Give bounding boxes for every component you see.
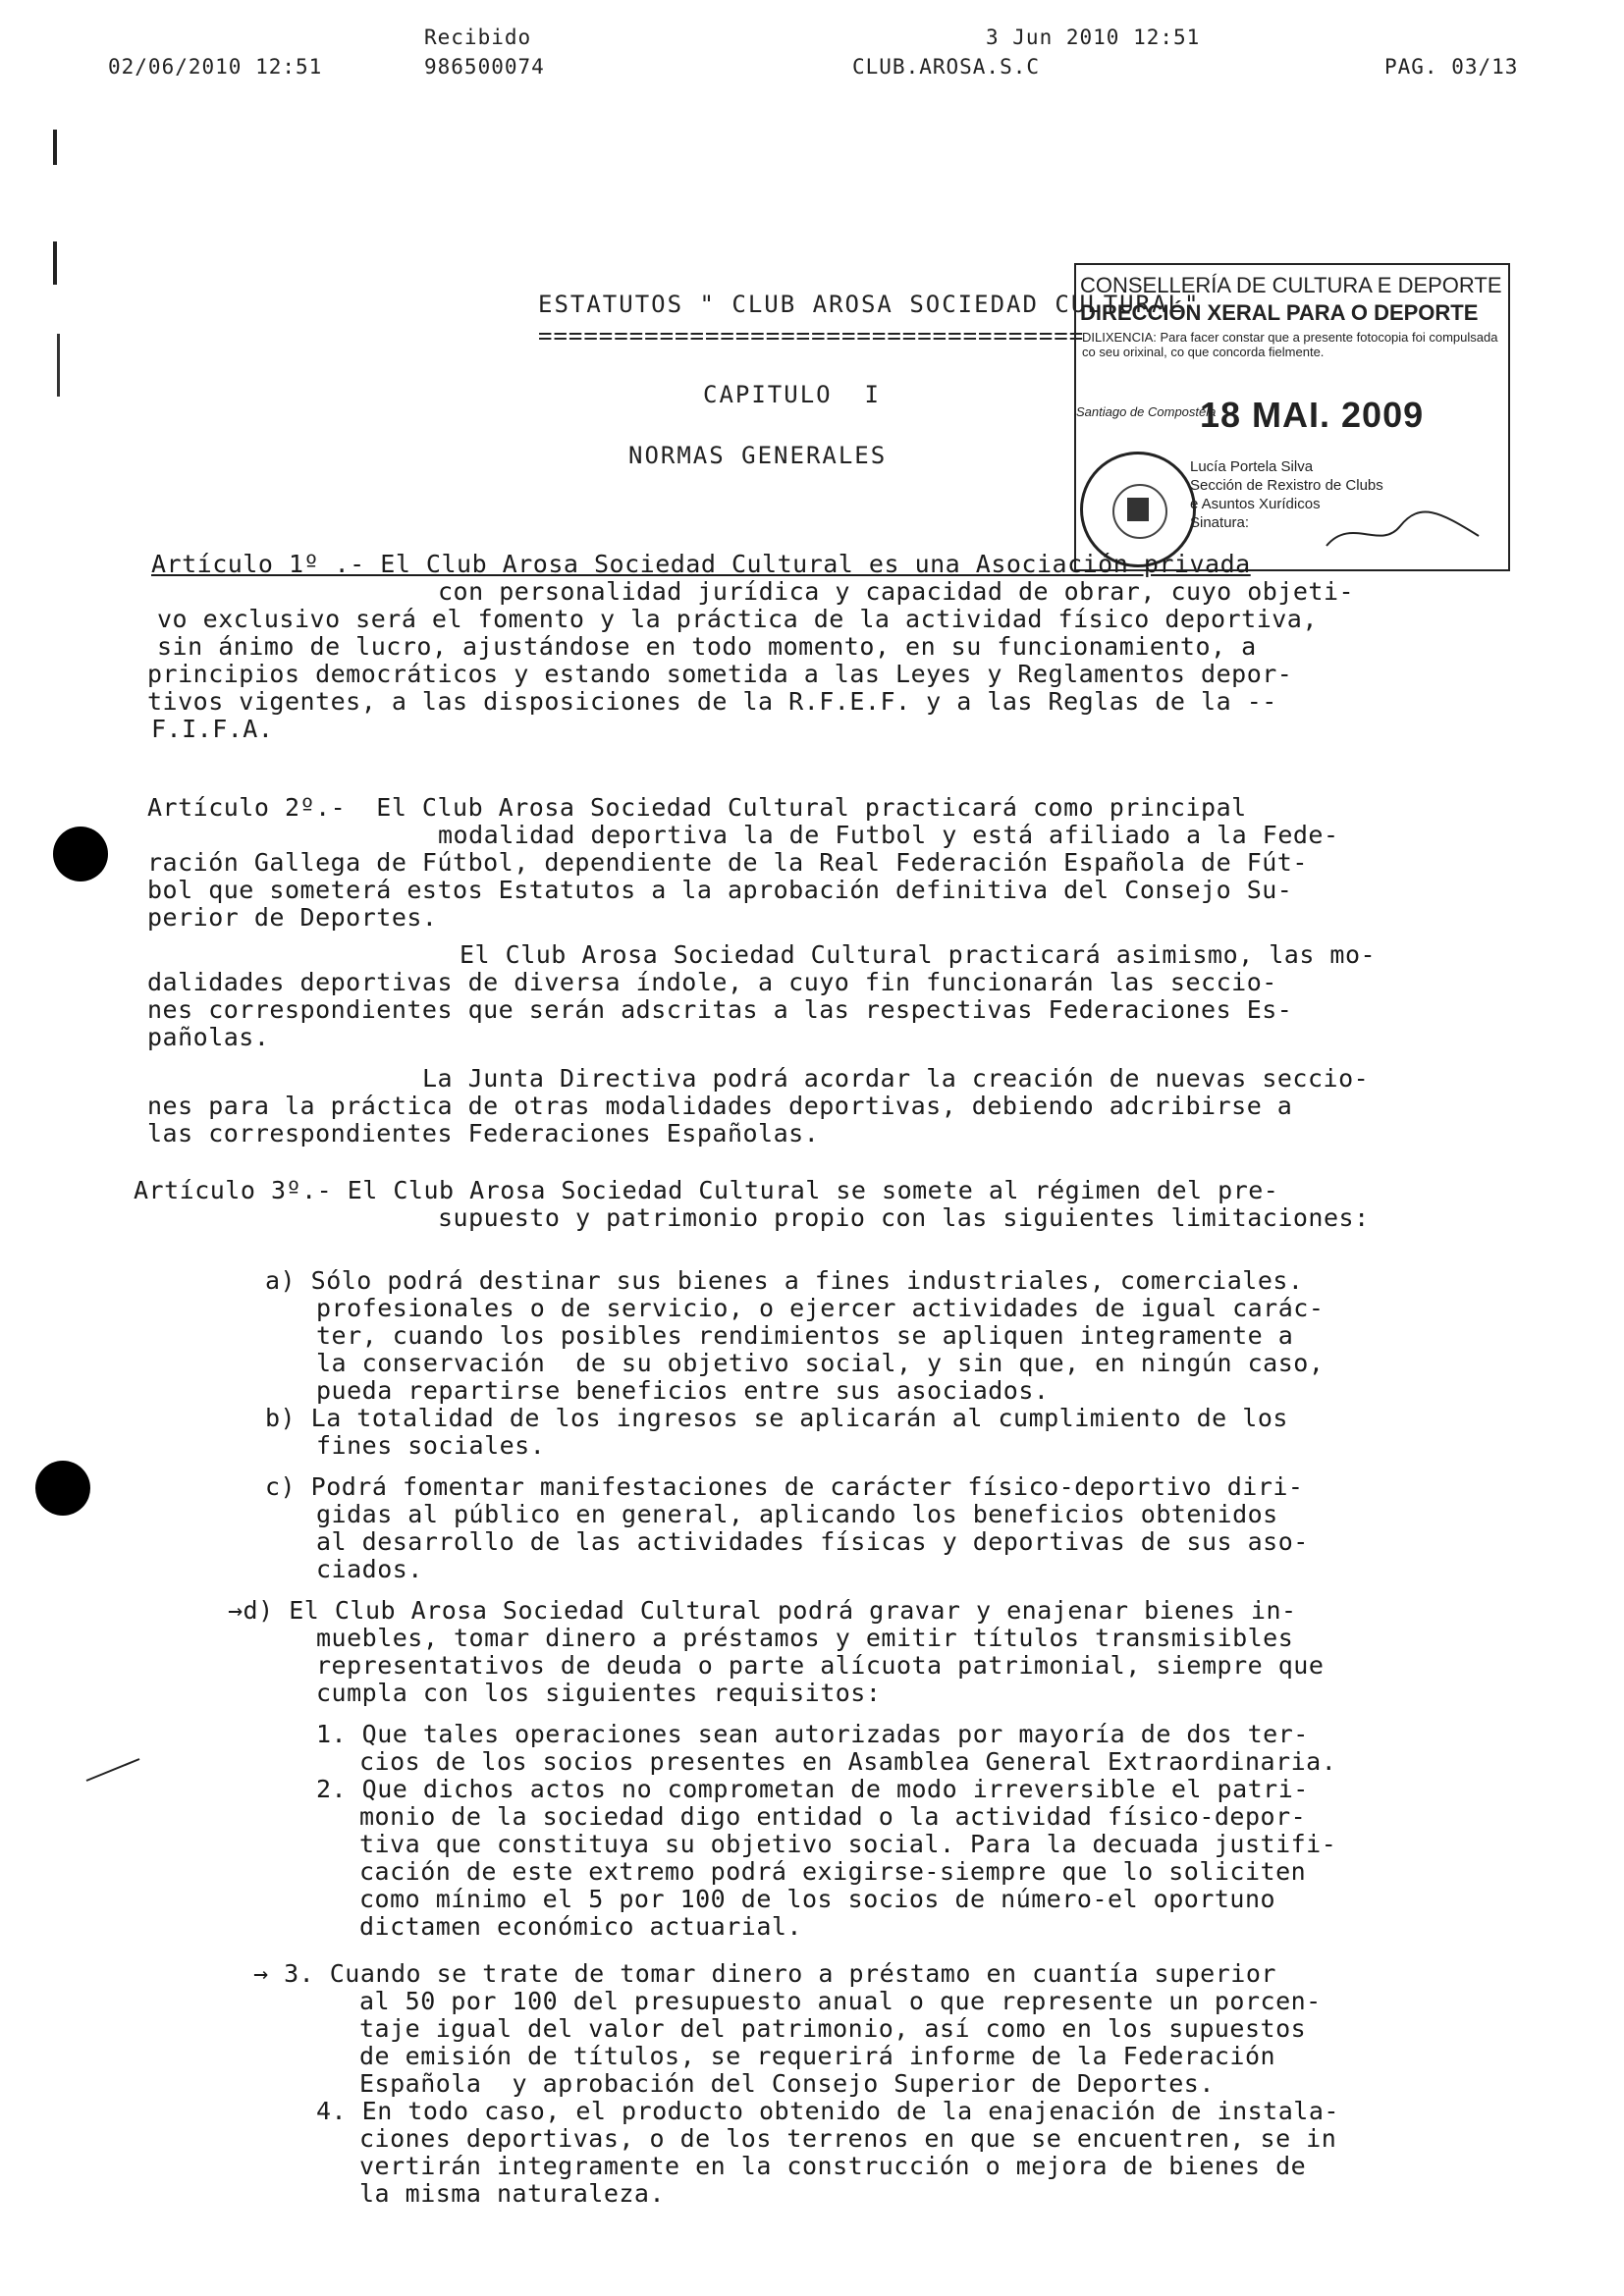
body-line: ciones deportivas, o de los terrenos en que se encuentren, se in xyxy=(359,2124,1337,2153)
compulsa-stamp xyxy=(1074,263,1510,571)
body-line: las correspondientes Federaciones Españolas. xyxy=(147,1119,820,1148)
body-line: nes correspondientes que serán adscritas a las respectivas Federaciones Es- xyxy=(147,995,1293,1024)
stamp-signature-label: Sinatura: xyxy=(1190,514,1250,531)
body-line: tivos vigentes, a las disposiciones de la R.F.E.F. y a las Reglas de la -- xyxy=(147,687,1277,716)
article-2-line: Artículo 2º.- El Club Arosa Sociedad Cultural practicará como principal xyxy=(147,793,1247,822)
fax-number: 986500074 xyxy=(424,55,545,79)
scan-mark xyxy=(53,241,57,285)
body-line: cación de este extremo podrá exigirse-siempre que lo soliciten xyxy=(359,1857,1307,1886)
stamp-diligence: DILIXENCIA: Para facer constar que a presente fotocopia foi compulsada co seu orixinal, co que concorda fielmente. xyxy=(1082,330,1498,359)
article-3-line: Artículo 3º.- El Club Arosa Sociedad Cultural se somete al régimen del pre- xyxy=(134,1176,1279,1204)
pen-mark xyxy=(84,1755,143,1785)
body-line: dalidades deportivas de diversa índole, a cuyo fin funcionarán las seccio- xyxy=(147,968,1277,996)
body-line: El Club Arosa Sociedad Cultural practicará asimismo, las mo- xyxy=(460,940,1377,969)
body-line: La Junta Directiva podrá acordar la creación de nuevas seccio- xyxy=(422,1064,1370,1093)
body-line: F.I.F.A. xyxy=(151,715,274,743)
chapter-heading: CAPITULO I xyxy=(703,381,881,408)
body-line: ración Gallega de Fútbol, dependiente de la Real Federación Española de Fút- xyxy=(147,848,1308,877)
body-line: cios de los socios presentes en Asamblea General Extraordinaria. xyxy=(359,1747,1337,1776)
stamp-directorate: DIRECCIÓN XERAL PARA O DEPORTE xyxy=(1080,300,1479,325)
stamp-official-name: Lucía Portela Silva xyxy=(1190,458,1314,475)
body-line: gidas al público en general, aplicando los beneficios obtenidos xyxy=(316,1500,1278,1528)
body-line: Española y aprobación del Consejo Superior de Deportes. xyxy=(359,2069,1215,2098)
body-line: dictamen económico actuarial. xyxy=(359,1912,802,1941)
body-line: cumpla con los siguientes requisitos: xyxy=(316,1679,882,1707)
body-line: b) La totalidad de los ingresos se aplicarán al cumplimiento de los xyxy=(265,1404,1288,1432)
body-line: sin ánimo de lucro, ajustándose en todo momento, en su funcionamiento, a xyxy=(157,632,1257,661)
body-line: de emisión de títulos, se requerirá informe de la Federación xyxy=(359,2042,1276,2070)
body-line: supuesto y patrimonio propio con las siguientes limitaciones: xyxy=(438,1203,1370,1232)
body-line: nes para la práctica de otras modalidades deportivas, debiendo adcribirse a xyxy=(147,1092,1293,1120)
punch-hole xyxy=(35,1461,90,1516)
body-line: pañolas. xyxy=(147,1023,270,1051)
section-heading: NORMAS GENERALES xyxy=(628,442,888,469)
body-line: con personalidad jurídica y capacidad de obrar, cuyo objeti- xyxy=(438,577,1355,606)
body-line: la misma naturaleza. xyxy=(359,2179,666,2208)
body-line: fines sociales. xyxy=(316,1431,546,1460)
body-line: ter, cuando los posibles rendimientos se apliquen integramente a xyxy=(316,1321,1294,1350)
body-line: muebles, tomar dinero a préstamos y emitir títulos transmisibles xyxy=(316,1624,1294,1652)
body-line: pueda repartirse beneficios entre sus asociados. xyxy=(316,1376,1050,1405)
document-title: ESTATUTOS " CLUB AROSA SOCIEDAD CULTURAL" xyxy=(538,291,1201,318)
body-line: al 50 por 100 del presupuesto anual o que represente un porcen- xyxy=(359,1987,1322,2015)
stamp-official-role: Sección de Rexistro de Clubs e Asuntos Xurídicos xyxy=(1190,477,1383,512)
body-line: al desarrollo de las actividades físicas y deportivas de sus aso- xyxy=(316,1527,1309,1556)
body-line: ciados. xyxy=(316,1555,423,1583)
body-line: representativos de deuda o parte alícuota patrimonial, siempre que xyxy=(316,1651,1325,1680)
body-line: la conservación de su objetivo social, y sin que, en ningún caso, xyxy=(316,1349,1325,1377)
scan-mark xyxy=(53,130,57,165)
body-line: → 3. Cuando se trate de tomar dinero a préstamo en cuantía superior xyxy=(253,1959,1276,1988)
punch-hole xyxy=(53,827,108,881)
article-1-line: Artículo 1º .- El Club Arosa Sociedad Cultural es una Asociación privada xyxy=(151,550,1251,578)
fax-date-time: 02/06/2010 12:51 xyxy=(108,55,323,79)
body-line: modalidad deportiva la de Futbol y está afiliado a la Fede- xyxy=(438,821,1339,849)
body-line: c) Podrá fomentar manifestaciones de carácter físico-deportivo diri- xyxy=(265,1472,1304,1501)
received-date: 3 Jun 2010 12:51 xyxy=(986,26,1201,49)
scan-mark xyxy=(57,334,60,397)
fax-page: PAG. 03/13 xyxy=(1384,55,1519,79)
signature-icon xyxy=(1322,507,1489,556)
title-underline: ==================================== xyxy=(538,322,1085,349)
body-line: profesionales o de servicio, o ejercer actividades de igual carác- xyxy=(316,1294,1325,1322)
body-line: taje igual del valor del patrimonio, así como en los supuestos xyxy=(359,2014,1307,2043)
body-line: 4. En todo caso, el producto obtenido de la enajenación de instala- xyxy=(316,2097,1339,2125)
received-label: Recibido xyxy=(424,26,532,49)
body-line: →d) El Club Arosa Sociedad Cultural podrá gravar y enajenar bienes in- xyxy=(228,1596,1297,1625)
stamp-date: 18 MAI. 2009 xyxy=(1200,395,1425,435)
stamp-place: Santiago de Compostela xyxy=(1076,404,1217,419)
body-line: monio de la sociedad digo entidad o la actividad físico-depor- xyxy=(359,1802,1307,1831)
body-line: como mínimo el 5 por 100 de los socios de número-el oportuno xyxy=(359,1885,1276,1913)
body-line: 1. Que tales operaciones sean autorizadas por mayoría de dos ter- xyxy=(316,1720,1309,1748)
body-line: vo exclusivo será el fomento y la práctica de la actividad físico deportiva, xyxy=(157,605,1318,633)
body-line: perior de Deportes. xyxy=(147,903,438,932)
body-line: a) Sólo podrá destinar sus bienes a fines industriales, comerciales. xyxy=(265,1266,1304,1295)
body-line: 2. Que dichos actos no comprometan de modo irreversible el patri- xyxy=(316,1775,1309,1803)
body-line: tiva que constituya su objetivo social. Para la decuada justifi- xyxy=(359,1830,1337,1858)
body-line: bol que someterá estos Estatutos a la aprobación definitiva del Consejo Su- xyxy=(147,876,1293,904)
body-line: principios democráticos y estando sometida a las Leyes y Reglamentos depor- xyxy=(147,660,1293,688)
stamp-ministry: CONSELLERÍA DE CULTURA E DEPORTE xyxy=(1080,273,1502,297)
body-line: vertirán integramente en la construcción o mejora de bienes de xyxy=(359,2152,1307,2180)
fax-sender: CLUB.AROSA.S.C xyxy=(852,55,1041,79)
